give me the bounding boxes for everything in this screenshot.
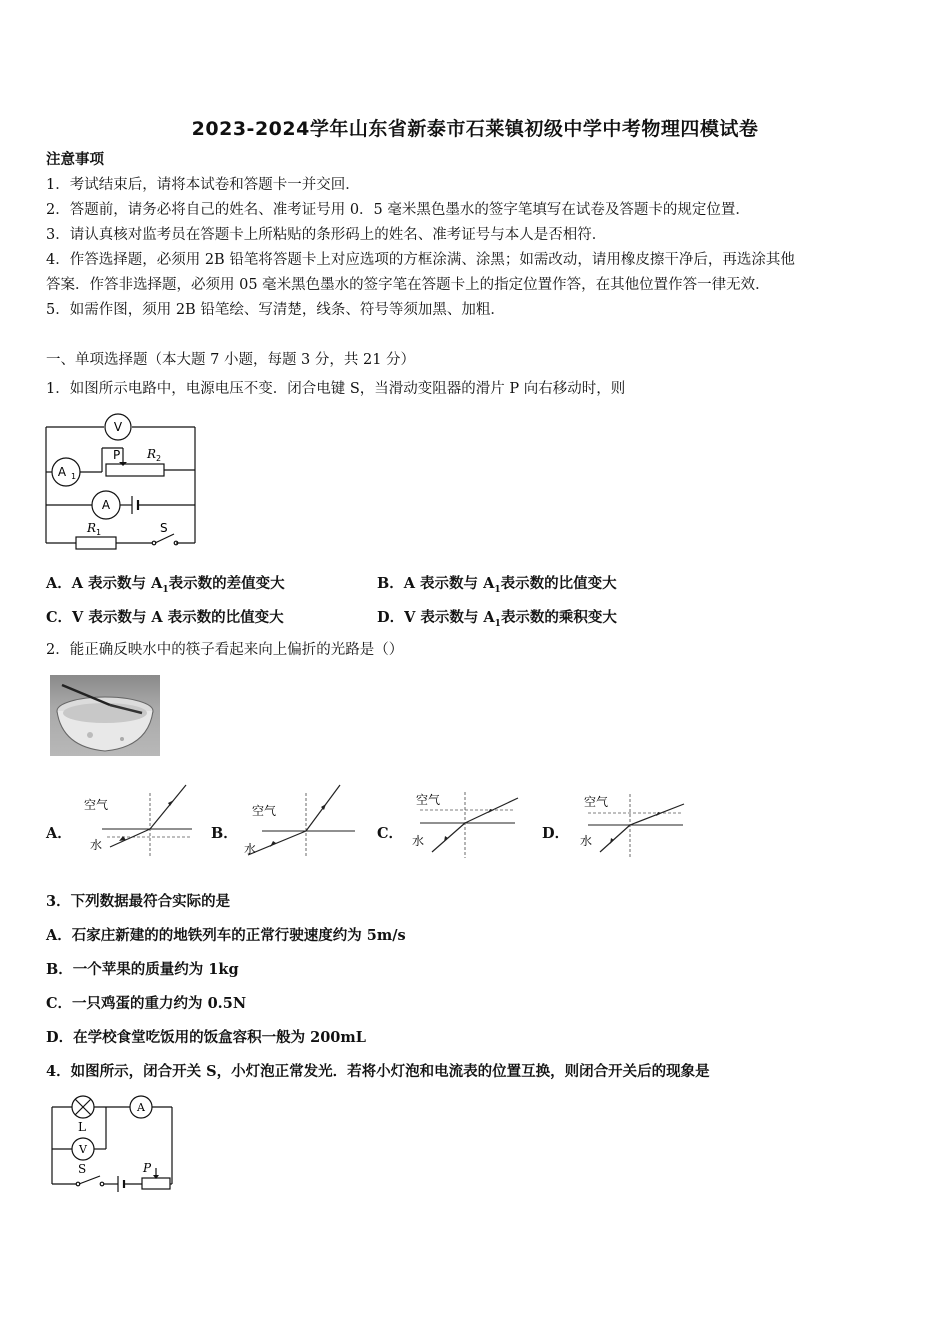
voltmeter-label: V (113, 420, 123, 434)
air-label: 空气 (584, 795, 609, 809)
q2-option-a-label[interactable]: A． (46, 825, 72, 842)
q2-ray-diagram-c (410, 790, 525, 860)
resistor-r2-subscript: 2 (156, 454, 162, 463)
switch-s-label: S (78, 1162, 87, 1176)
question-4-stem: 4．如图所示，闭合开关 S，小灯泡正常发光．若将小灯泡和电流表的位置互换，则闭合开关后的现象是 (46, 1063, 710, 1080)
resistor-r1-label: R (87, 521, 97, 535)
section-heading: 一、单项选择题（本大题 7 小题，每题 3 分，共 21 分） (46, 352, 416, 368)
q4-circuit-diagram (44, 1094, 184, 1194)
q2-ray-diagram-d (578, 790, 693, 860)
water-label: 水 (244, 842, 257, 856)
chopsticks-in-bowl-photo (50, 675, 160, 756)
q1-option-c[interactable]: C．V 表示数与 A 表示数的比值变大 (46, 609, 284, 626)
water-label: 水 (90, 838, 103, 852)
notice-item: 5．如需作图，须用 2B 铅笔绘、写清楚，线条、符号等须加黑、加粗． (46, 302, 505, 318)
ammeter-a-label: A (101, 498, 111, 512)
air-label: 空气 (416, 793, 441, 807)
question-3-stem: 3．下列数据最符合实际的是 (46, 893, 231, 910)
question-2-stem: 2．能正确反映水中的筷子看起来向上偏折的光路是（） (46, 642, 404, 658)
q1-option-a[interactable]: A．A 表示数与 $A_1$表示数的差值变大 (46, 575, 285, 595)
q3-option-a[interactable]: A．石家庄新建的的地铁列车的正常行驶速度约为 5m/s (46, 927, 406, 944)
q1-option-b[interactable]: B．A 表示数与 $A_1$表示数的比值变大 (377, 575, 617, 595)
notice-item: 2．答题前，请务必将自己的姓名、准考证号用 0．5 毫米黑色墨水的签字笔填写在试卷及答题卡的规定位置． (46, 202, 750, 218)
q2-ray-diagram-b (240, 785, 360, 860)
notice-item: 1．考试结束后，请将本试卷和答题卡一并交回． (46, 177, 360, 193)
q2-option-c-label[interactable]: C． (377, 825, 404, 842)
notice-heading: 注意事项 (46, 151, 104, 168)
slider-p-label: P (143, 1161, 152, 1175)
resistor-r2-label: R (147, 447, 157, 461)
q3-option-d[interactable]: D．在学校食堂吃饭用的饭盒容积一般为 200mL (46, 1029, 366, 1046)
voltmeter-label: V (79, 1143, 87, 1156)
notice-item: 3．请认真核对监考员在答题卡上所粘贴的条形码上的姓名、准考证号与本人是否相符． (46, 227, 607, 243)
q3-option-b[interactable]: B．一个苹果的质量约为 1kg (46, 961, 239, 978)
q1-option-d[interactable]: D．V 表示数与 $A_1$表示数的乘积变大 (377, 609, 617, 629)
switch-s-label: S (160, 521, 168, 535)
q3-option-c[interactable]: C．一只鸡蛋的重力约为 0.5N (46, 995, 247, 1012)
ammeter-a1-subscript: 1 (71, 472, 77, 481)
q1-circuit-diagram (40, 410, 205, 550)
lamp-label: L (78, 1120, 86, 1134)
notice-item: 4．作答选择题，必须用 2B 铅笔将答题卡上对应选项的方框涂满、涂黑；如需改动，请用橡皮擦干净后，再选涂其他 (46, 252, 795, 268)
question-1-stem: 1．如图所示电路中，电源电压不变．闭合电键 S，当滑动变阻器的滑片 P 向右移动时，则 (46, 381, 626, 397)
slider-p-label: P (113, 448, 121, 462)
water-label: 水 (580, 834, 593, 848)
page-title: 2023-2024学年山东省新泰市石莱镇初级中学中考物理四模试卷 (191, 118, 759, 140)
q2-option-b-label[interactable]: B． (211, 825, 238, 842)
q2-option-d-label[interactable]: D． (542, 825, 570, 842)
water-label: 水 (412, 834, 425, 848)
notice-item: 答案．作答非选择题，必须用 05 毫米黑色墨水的签字笔在答题卡上的指定位置作答，在其他位置作答一律无效． (46, 277, 770, 293)
q2-ray-diagram-a (82, 785, 197, 860)
ammeter-label: A (137, 1101, 145, 1114)
resistor-r1-subscript: 1 (96, 528, 102, 537)
air-label: 空气 (84, 798, 109, 812)
ammeter-a1-label: A (57, 465, 67, 479)
air-label: 空气 (252, 804, 277, 818)
